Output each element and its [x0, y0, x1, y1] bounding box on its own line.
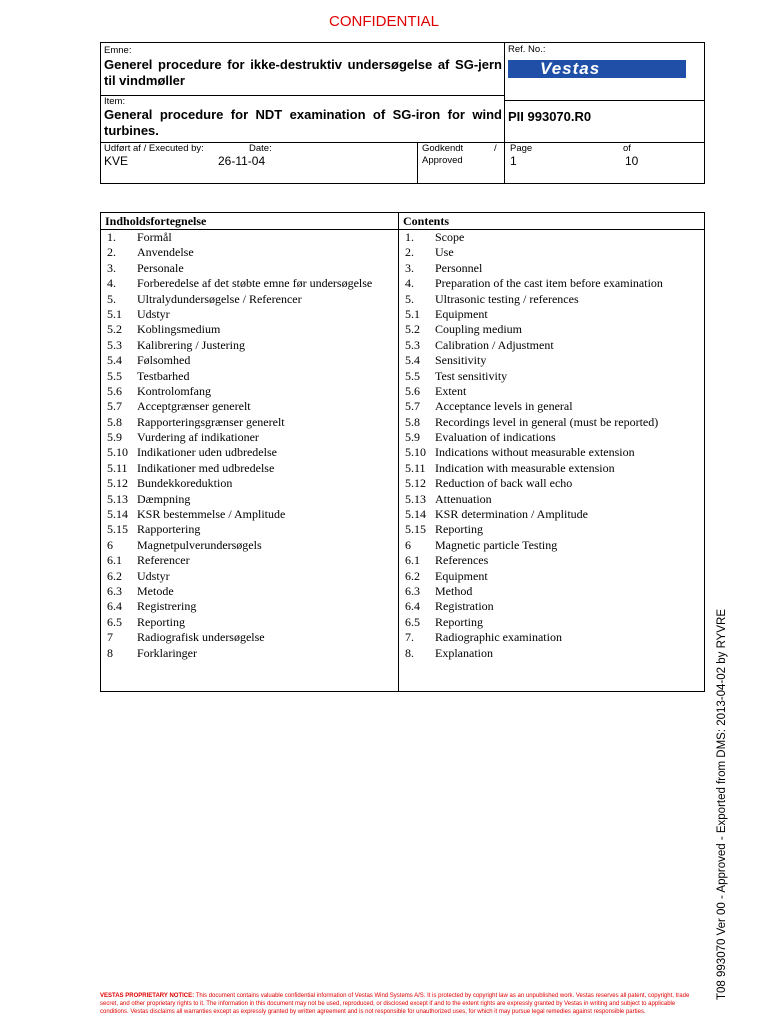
toc-entry — [399, 353, 704, 368]
toc-entry-number: 3. — [405, 260, 414, 275]
vestas-logo-text: Vestas — [540, 59, 601, 78]
toc-entry-text: Equipment — [435, 306, 488, 321]
toc-entry — [101, 292, 398, 307]
toc-entry-number: 5.13 — [405, 491, 426, 506]
toc-entry — [399, 415, 704, 430]
toc-entry — [399, 630, 704, 645]
toc-entry — [101, 507, 398, 522]
toc-entry-text: Kalibrering / Justering — [137, 337, 245, 352]
toc-entry-number: 5.15 — [107, 522, 128, 537]
toc-entry — [101, 399, 398, 414]
toc-entry-number: 5.10 — [405, 445, 426, 460]
toc-entry — [399, 646, 704, 661]
toc-entry-text: Coupling medium — [435, 322, 522, 337]
toc-entry — [399, 461, 704, 476]
toc-entry-text: Attenuation — [435, 491, 492, 506]
toc-entry — [101, 245, 398, 260]
toc-entry-number: 6.2 — [107, 568, 122, 583]
toc-entry — [101, 630, 398, 645]
toc-entry-number: 5.4 — [405, 353, 420, 368]
toc-entry-number: 5.9 — [405, 430, 420, 445]
toc-entry — [399, 230, 704, 245]
toc-entry — [399, 292, 704, 307]
toc-entry-number: 5.14 — [107, 507, 128, 522]
toc-entry-number: 5.7 — [405, 399, 420, 414]
toc-entry-number: 6.4 — [107, 599, 122, 614]
toc-entry — [101, 646, 398, 661]
page-label: Page — [510, 143, 533, 154]
toc-entry-number: 5.9 — [107, 430, 122, 445]
toc-entry — [399, 445, 704, 460]
toc-entry-number: 6.4 — [405, 599, 420, 614]
toc-entry-number: 6.3 — [107, 583, 122, 598]
toc-entry — [101, 261, 398, 276]
toc-entry — [101, 369, 398, 384]
toc-entry-number: 5.5 — [107, 368, 122, 383]
approved-slash: / — [494, 143, 497, 154]
toc-entry-text: Udstyr — [137, 306, 170, 321]
toc-entry-text: Explanation — [435, 645, 493, 660]
toc-entry-text: Equipment — [435, 568, 488, 583]
toc-entry-number: 6 — [107, 537, 113, 552]
toc-right-list — [399, 230, 704, 661]
toc-entry-number: 8 — [107, 645, 113, 660]
toc-entry — [399, 584, 704, 599]
toc-entry-text: Evaluation of indications — [435, 430, 556, 445]
notice-text: This document contains valuable confidential information of Vestas Wind Systems A/S. It is protected by copyright law as an unpublished work. Vestas reserves all patent, copyright, trade secret, and other proprietary rights to it. The information in this document may not be used, reproduced, or disclosed except if and to the extent rights are expressly granted by Vestas in writing and subject to applicable conditions. Vestas disclaims all warranties except as expressly granted by written agreement and is not responsible for unauthorized uses, for which it may pursue legal remedies against responsible parties. — [100, 993, 690, 1015]
toc-entry-text: Personnel — [435, 260, 483, 275]
toc-entry-text: Koblingsmedium — [137, 322, 221, 337]
toc-entry-text: Udstyr — [137, 568, 170, 583]
toc-entry-number: 6.5 — [107, 614, 122, 629]
toc-entry — [399, 399, 704, 414]
toc-entry-number: 5.2 — [107, 322, 122, 337]
toc-entry — [399, 615, 704, 630]
toc-entry — [101, 492, 398, 507]
toc-entry — [399, 384, 704, 399]
toc-entry-text: Radiografisk undersøgelse — [137, 630, 265, 645]
toc-entry — [101, 338, 398, 353]
toc-entry — [101, 415, 398, 430]
toc-entry — [399, 245, 704, 260]
toc-entry-number: 5.7 — [107, 399, 122, 414]
toc-entry — [101, 276, 398, 291]
executed-by-label: Udført af / Executed by: — [104, 143, 204, 154]
toc-entry — [101, 522, 398, 537]
toc-entry-text: Ultrasonic testing / references — [435, 291, 579, 306]
toc-entry — [101, 353, 398, 368]
toc-entry — [399, 369, 704, 384]
toc-entry-number: 5.8 — [405, 414, 420, 429]
toc-entry-text: Indikationer uden udbredelse — [137, 445, 277, 460]
toc-entry-text: KSR bestemmelse / Amplitude — [137, 507, 286, 522]
toc-left-list — [101, 230, 398, 661]
toc-entry — [399, 430, 704, 445]
toc-entry-text: Kontrolomfang — [137, 383, 211, 398]
toc-entry-text: Indikationer med udbredelse — [137, 460, 275, 475]
toc-entry-number: 2. — [405, 245, 414, 260]
toc-entry-number: 6.2 — [405, 568, 420, 583]
ref-number: PII 993070.R0 — [508, 109, 592, 124]
toc-entry-text: Calibration / Adjustment — [435, 337, 554, 352]
toc-entry-number: 1. — [405, 230, 414, 244]
approved-label: Godkendt — [422, 143, 464, 154]
item-title: General procedure for NDT examination of SG-iron for wind turbines. — [104, 107, 502, 138]
toc-entry — [399, 492, 704, 507]
toc-entry-text: Formål — [137, 230, 172, 244]
toc-entry-text: Acceptance levels in general — [435, 399, 573, 414]
toc-entry-text: Indication with measurable extension — [435, 460, 615, 475]
toc-entry — [399, 338, 704, 353]
toc-entry — [101, 445, 398, 460]
toc-entry — [101, 599, 398, 614]
toc-entry-number: 1. — [107, 230, 116, 244]
toc-entry — [399, 261, 704, 276]
toc-entry-number: 4. — [107, 276, 116, 291]
toc-entry-text: Reduction of back wall echo — [435, 476, 573, 491]
toc-entry-text: Extent — [435, 383, 467, 398]
toc-entry-text: Reporting — [137, 614, 185, 629]
header-divider — [504, 43, 505, 183]
toc-entry-number: 5. — [107, 291, 116, 306]
toc-entry — [101, 569, 398, 584]
toc-entry-text: Recordings level in general (must be reported) — [435, 414, 659, 429]
notice-title: VESTAS PROPRIETARY NOTICE: — [100, 993, 195, 999]
toc-entry-number: 8. — [405, 645, 414, 660]
toc-entry-text: Registration — [435, 599, 494, 614]
toc-entry — [399, 553, 704, 568]
toc-entry-text: Reporting — [435, 522, 483, 537]
toc-entry-text: Referencer — [137, 553, 190, 568]
subject-label: Emne: — [104, 45, 132, 56]
of-label: of — [623, 143, 631, 154]
toc-entry-text: Følsomhed — [137, 353, 191, 368]
toc-entry-number: 5.6 — [107, 383, 122, 398]
toc-entry-text: Rapporteringsgrænser generelt — [137, 414, 285, 429]
toc-entry-number: 5.6 — [405, 383, 420, 398]
toc-entry-text: Registrering — [137, 599, 197, 614]
toc-entry-text: Personale — [137, 260, 184, 275]
toc-entry-number: 5.1 — [107, 306, 122, 321]
toc-entry-text: Testbarhed — [137, 368, 190, 383]
document-header — [100, 42, 705, 184]
confidential-banner: CONFIDENTIAL — [328, 13, 439, 30]
toc-entry-number: 5.8 — [107, 414, 122, 429]
toc-entry — [101, 461, 398, 476]
toc-right-heading: Contents — [399, 213, 704, 230]
executed-by-value: KVE — [104, 154, 129, 168]
toc-entry-number: 2. — [107, 245, 116, 260]
toc-entry-number: 5.2 — [405, 322, 420, 337]
toc-entry — [101, 538, 398, 553]
toc-entry-number: 6.1 — [107, 553, 122, 568]
toc-entry-number: 5.3 — [107, 337, 122, 352]
toc-entry-number: 6 — [405, 537, 411, 552]
toc-entry-text: Anvendelse — [137, 245, 194, 260]
date-value: 26-11-04 — [218, 154, 266, 168]
toc-entry-text: Method — [435, 583, 473, 598]
subject-title: Generel procedure for ikke-destruktiv undersøgelse af SG-jern til vindmøller — [104, 57, 502, 88]
toc-entry-number: 5.11 — [405, 460, 426, 475]
toc-entry-text: Ultralydundersøgelse / Referencer — [137, 291, 302, 306]
toc-left-column — [101, 213, 398, 691]
toc-entry-number: 4. — [405, 276, 414, 291]
toc-entry-number: 7 — [107, 630, 113, 645]
toc-entry-number: 6.3 — [405, 583, 420, 598]
toc-entry — [101, 322, 398, 337]
toc-entry-number: 5.10 — [107, 445, 128, 460]
toc-entry — [399, 276, 704, 291]
toc-entry-number: 5.15 — [405, 522, 426, 537]
toc-entry-number: 5.3 — [405, 337, 420, 352]
toc-entry — [101, 615, 398, 630]
toc-entry — [399, 307, 704, 322]
toc-entry-text: Preparation of the cast item before examination — [435, 276, 663, 291]
ref-label: Ref. No.: — [508, 44, 546, 55]
toc-entry-number: 5.4 — [107, 353, 122, 368]
vestas-logo — [508, 60, 686, 78]
toc-entry-text: Dæmpning — [137, 491, 191, 506]
toc-entry-text: Scope — [435, 230, 465, 244]
toc-entry — [101, 476, 398, 491]
toc-entry-text: References — [435, 553, 489, 568]
toc-entry — [399, 569, 704, 584]
toc-left-heading: Indholdsfortegnelse — [101, 213, 398, 230]
toc-entry-text: Radiographic examination — [435, 630, 562, 645]
toc-entry-number: 5.1 — [405, 306, 420, 321]
toc-entry-number: 5.14 — [405, 507, 426, 522]
toc-entry-text: Reporting — [435, 614, 483, 629]
toc-entry-number: 5.12 — [405, 476, 426, 491]
toc-entry — [399, 476, 704, 491]
toc-entry — [399, 538, 704, 553]
header-divider — [101, 95, 504, 96]
toc-entry-text: Test sensitivity — [435, 368, 508, 383]
toc-entry-text: Forberedelse af det støbte emne før undersøgelse — [137, 276, 373, 291]
side-stamp — [716, 610, 732, 1000]
toc-entry — [399, 322, 704, 337]
toc-entry-number: 7. — [405, 630, 414, 645]
toc-entry-text: Sensitivity — [435, 353, 487, 368]
toc-entry — [101, 384, 398, 399]
toc-entry — [101, 307, 398, 322]
toc-entry — [399, 522, 704, 537]
toc-entry-text: Forklaringer — [137, 645, 197, 660]
table-of-contents — [100, 212, 705, 692]
side-stamp-text: T08 993070 Ver 00 - Approved - Exported from DMS: 2013-04-02 by RYVRE — [716, 609, 728, 1000]
header-divider — [417, 142, 418, 183]
toc-entry-text: KSR determination / Amplitude — [435, 507, 588, 522]
toc-entry-number: 5.5 — [405, 368, 420, 383]
toc-entry-number: 6.1 — [405, 553, 420, 568]
toc-entry — [101, 230, 398, 245]
toc-entry — [101, 584, 398, 599]
page-total: 10 — [625, 154, 639, 168]
toc-entry-text: Bundekkoreduktion — [137, 476, 233, 491]
proprietary-notice — [100, 992, 705, 1016]
item-label: Item: — [104, 96, 126, 107]
toc-entry-text: Vurdering af indikationer — [137, 430, 259, 445]
toc-entry-number: 3. — [107, 260, 116, 275]
toc-entry-number: 5.12 — [107, 476, 128, 491]
approved-label-en: Approved — [422, 155, 463, 166]
toc-entry-number: 6.5 — [405, 614, 420, 629]
toc-entry-number: 5.11 — [107, 460, 128, 475]
toc-entry — [399, 599, 704, 614]
toc-right-column — [399, 213, 704, 691]
toc-entry-number: 5.13 — [107, 491, 128, 506]
toc-entry-text: Indications without measurable extension — [435, 445, 635, 460]
toc-entry-number: 5. — [405, 291, 414, 306]
toc-entry-text: Rapportering — [137, 522, 201, 537]
date-label: Date: — [249, 143, 272, 154]
toc-entry — [101, 430, 398, 445]
toc-entry — [101, 553, 398, 568]
toc-entry-text: Acceptgrænser generelt — [137, 399, 251, 414]
header-divider — [504, 100, 704, 101]
page-value: 1 — [510, 154, 517, 168]
toc-entry-text: Magnetic particle Testing — [435, 537, 558, 552]
toc-entry-text: Metode — [137, 583, 174, 598]
toc-entry — [399, 507, 704, 522]
toc-entry-text: Use — [435, 245, 454, 260]
toc-entry-text: Magnetpulverundersøgels — [137, 537, 262, 552]
